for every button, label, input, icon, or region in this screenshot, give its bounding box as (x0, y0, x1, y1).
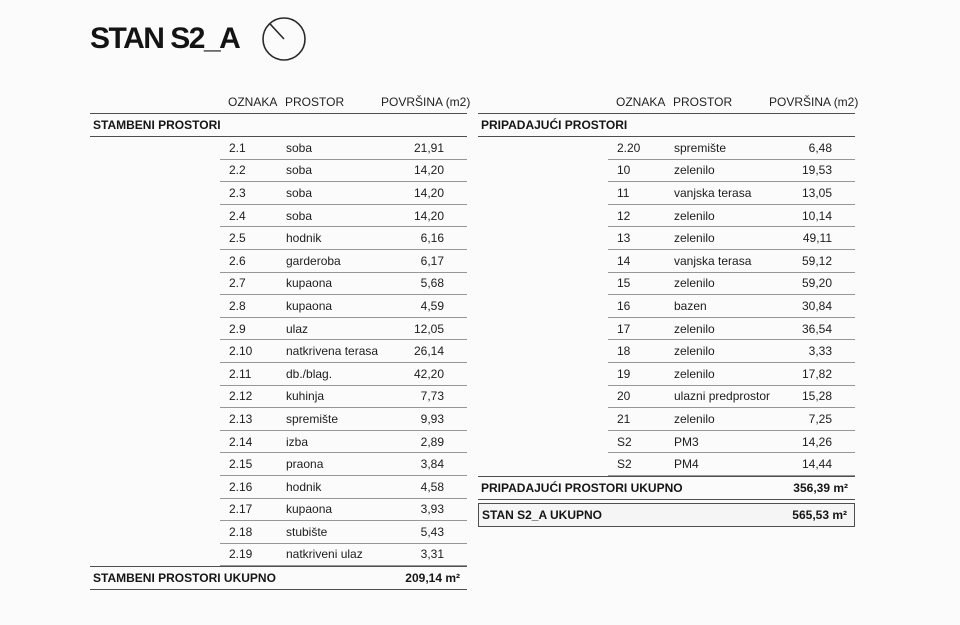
row-prostor: zelenilo (674, 163, 715, 178)
table-row (220, 408, 467, 431)
row-oznaka: 2.11 (229, 366, 252, 381)
row-oznaka: 20 (617, 389, 631, 404)
row-povrsina: 4,59 (420, 298, 444, 313)
column-header-oznaka: OZNAKA (228, 95, 278, 109)
table-row (608, 182, 855, 205)
row-oznaka: 21 (617, 411, 631, 426)
row-oznaka: 2.13 (229, 411, 253, 426)
row-prostor: kupaona (286, 298, 333, 313)
row-prostor: ulaz (286, 321, 309, 336)
row-povrsina: 14,44 (801, 457, 832, 472)
row-povrsina: 7,25 (808, 411, 832, 426)
row-prostor: spremište (286, 411, 339, 426)
table-row (608, 273, 855, 296)
row-oznaka: 14 (617, 253, 631, 268)
row-povrsina: 59,20 (801, 276, 832, 291)
table-row (608, 431, 855, 454)
row-povrsina: 6,17 (420, 253, 444, 268)
table-row (608, 295, 855, 318)
row-oznaka: 13 (617, 231, 631, 246)
row-oznaka: 17 (617, 321, 631, 336)
table-rows (220, 137, 467, 566)
table-row (608, 386, 855, 409)
grand-total-label: STAN S2_A UKUPNO (482, 507, 603, 522)
row-povrsina: 36,54 (801, 321, 832, 336)
row-oznaka: 2.19 (229, 547, 253, 562)
table-row (608, 160, 855, 183)
table-row (220, 476, 467, 499)
row-prostor: vanjska terasa (674, 253, 752, 268)
row-povrsina: 3,84 (420, 457, 444, 472)
row-oznaka: 2.7 (229, 276, 246, 291)
table-row (608, 250, 855, 273)
row-povrsina: 42,20 (413, 366, 444, 381)
grand-total-value: 565,53 m² (792, 507, 847, 522)
total-label: STAMBENI PROSTORI UKUPNO (93, 571, 276, 586)
grand-total-row-stan-s2a (478, 503, 855, 527)
row-prostor: garderoba (286, 253, 341, 268)
row-povrsina: 49,11 (802, 231, 832, 246)
table-row (608, 363, 855, 386)
table-row (220, 521, 467, 544)
table-row (220, 205, 467, 228)
row-prostor: izba (286, 434, 309, 449)
row-oznaka: 18 (617, 344, 631, 359)
row-prostor: zelenilo (674, 411, 715, 426)
table-stambeni-prostori (90, 92, 471, 590)
row-povrsina: 3,33 (808, 344, 832, 359)
row-povrsina: 2,89 (420, 434, 444, 449)
row-prostor: PM4 (674, 457, 699, 472)
row-povrsina: 3,31 (420, 547, 444, 562)
row-oznaka: 2.15 (229, 457, 253, 472)
total-value: 356,39 m² (793, 480, 848, 495)
row-prostor: stubište (286, 524, 328, 539)
row-povrsina: 21,91 (413, 140, 444, 155)
row-oznaka: 2.2 (229, 163, 246, 178)
row-povrsina: 15,28 (801, 389, 832, 404)
column-header-oznaka: OZNAKA (616, 95, 666, 109)
row-oznaka: 2.20 (617, 140, 641, 155)
row-oznaka: 2.14 (229, 434, 253, 449)
table-row (220, 318, 467, 341)
row-oznaka: 2.17 (229, 502, 253, 517)
row-prostor: hodnik (286, 479, 322, 494)
row-oznaka: 11 (617, 185, 630, 200)
row-povrsina: 5,68 (420, 276, 444, 291)
table-row (220, 340, 467, 363)
row-povrsina: 17,82 (801, 366, 832, 381)
row-povrsina: 6,16 (420, 231, 444, 246)
row-prostor: zelenilo (674, 344, 715, 359)
row-povrsina: 13,05 (801, 185, 832, 200)
table-row (220, 499, 467, 522)
row-prostor: zelenilo (674, 366, 715, 381)
table-row (220, 363, 467, 386)
table-row (608, 227, 855, 250)
row-prostor: zelenilo (674, 321, 715, 336)
section-title-pripadajuci: PRIPADAJUĆI PROSTORI (478, 114, 855, 137)
table-row (220, 386, 467, 409)
row-oznaka: 2.10 (229, 344, 253, 359)
row-oznaka: 2.4 (229, 208, 246, 223)
row-prostor: kupaona (286, 276, 333, 291)
row-oznaka: 2.9 (229, 321, 246, 336)
row-povrsina: 10,14 (801, 208, 832, 223)
row-prostor: praona (286, 457, 324, 472)
table-row (220, 182, 467, 205)
table-row (220, 137, 467, 160)
row-povrsina: 19,53 (801, 163, 832, 178)
table-row (608, 137, 855, 160)
table-row (220, 227, 467, 250)
row-prostor: natkrivena terasa (286, 344, 379, 359)
row-povrsina: 5,43 (420, 524, 444, 539)
row-prostor: PM3 (674, 434, 699, 449)
row-povrsina: 30,84 (801, 298, 832, 313)
row-prostor: soba (286, 163, 313, 178)
row-oznaka: 2.1 (229, 140, 246, 155)
row-prostor: kupaona (286, 502, 333, 517)
total-row-stambeni (90, 566, 467, 590)
column-header-povrsina: POVRŠINA (m2) (381, 95, 471, 109)
table-rows (608, 137, 855, 476)
row-oznaka: 2.16 (229, 479, 253, 494)
column-header-povrsina: POVRŠINA (m2) (769, 95, 859, 109)
row-povrsina: 59,12 (801, 253, 832, 268)
row-povrsina: 3,93 (420, 502, 444, 517)
row-povrsina: 6,48 (808, 140, 832, 155)
row-prostor: zelenilo (674, 208, 715, 223)
row-prostor: ulazni predprostor (674, 389, 771, 404)
row-povrsina: 4,58 (420, 479, 444, 494)
row-oznaka: 2.18 (229, 524, 253, 539)
total-label: PRIPADAJUĆI PROSTORI UKUPNO (481, 480, 683, 495)
row-prostor: zelenilo (674, 231, 715, 246)
table-row (220, 160, 467, 183)
row-prostor: db./blag. (286, 366, 333, 381)
table-row (608, 408, 855, 431)
table-row (608, 453, 855, 476)
row-oznaka: 2.3 (229, 185, 246, 200)
total-value: 209,14 m² (405, 571, 460, 586)
row-oznaka: 2.12 (229, 389, 253, 404)
row-povrsina: 12,05 (413, 321, 444, 336)
table-header-row (90, 92, 471, 114)
row-povrsina: 9,93 (420, 411, 444, 426)
column-header-prostor: PROSTOR (673, 95, 733, 109)
table-row (220, 544, 467, 567)
table-pripadajuci-prostori (478, 92, 859, 527)
row-prostor: hodnik (286, 231, 322, 246)
table-row (220, 431, 467, 454)
row-povrsina: 7,73 (420, 389, 444, 404)
total-row-pripadajuci (478, 476, 855, 500)
table-row (220, 273, 467, 296)
row-oznaka: 15 (617, 276, 631, 291)
row-oznaka: S2 (617, 457, 632, 472)
table-row (220, 453, 467, 476)
row-prostor: soba (286, 208, 313, 223)
north-indicator-icon (261, 16, 307, 62)
row-povrsina: 14,26 (801, 434, 832, 449)
row-prostor: zelenilo (674, 276, 715, 291)
column-header-prostor: PROSTOR (285, 95, 345, 109)
row-oznaka: 2.8 (229, 298, 246, 313)
row-oznaka: 2.6 (229, 253, 246, 268)
row-oznaka: 12 (617, 208, 631, 223)
table-row (608, 318, 855, 341)
table-row (608, 205, 855, 228)
row-oznaka: 16 (617, 298, 631, 313)
row-prostor: soba (286, 140, 313, 155)
row-prostor: spremište (674, 140, 727, 155)
row-oznaka: S2 (617, 434, 632, 449)
row-oznaka: 2.5 (229, 231, 246, 246)
row-povrsina: 14,20 (413, 185, 444, 200)
row-prostor: natkriveni ulaz (286, 547, 363, 562)
table-row (220, 250, 467, 273)
table-row (220, 295, 467, 318)
row-povrsina: 26,14 (413, 344, 444, 359)
row-prostor: vanjska terasa (674, 185, 752, 200)
row-povrsina: 14,20 (413, 163, 444, 178)
row-oznaka: 10 (617, 163, 631, 178)
row-prostor: bazen (674, 298, 707, 313)
table-header-row (478, 92, 859, 114)
row-prostor: kuhinja (286, 389, 325, 404)
page-title: STAN S2_A (90, 22, 240, 55)
row-prostor: soba (286, 185, 313, 200)
row-oznaka: 19 (617, 366, 631, 381)
row-povrsina: 14,20 (413, 208, 444, 223)
section-title-stambeni: STAMBENI PROSTORI (90, 114, 467, 137)
table-row (608, 340, 855, 363)
